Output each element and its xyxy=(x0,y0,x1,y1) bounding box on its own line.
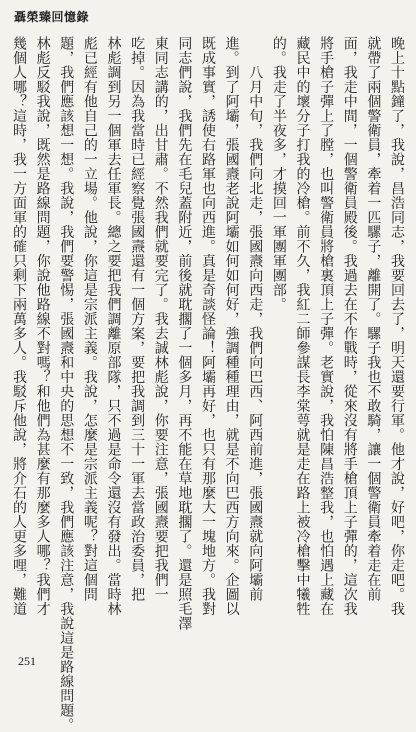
page-number: 251 xyxy=(18,654,36,668)
text-column: 同志們說，我們先在毛兒蓋附近，前後就耽擱了一個多月，再不能在草地耽擱了。還是照毛澤 xyxy=(176,36,193,631)
text-column: 面，我走中間，一個警衛員殿後。我過去在不作戰時，從來沒有將手槍頂上子彈的，這次我 xyxy=(341,36,358,616)
text-column: 藏民中的壞分子打我的冷槍。前不久，我紅二師參謀長李棠萼就是走在路上被冷槍擊中犧牲 xyxy=(294,36,311,616)
text-column: 幾個人哪？這時，我一方面軍的確只剩下兩萬多人。我駁斥他說，將介石的人更多哩，難道 xyxy=(11,36,27,616)
text-column: 東同志講的，出甘肅。不然我們就要完了。我去誠林彪說，你要注意，張國燾要把我們一 xyxy=(152,36,169,602)
text-column: 彪已經有他自己的一立場。他說，你這是宗派主義。我說，怎麼是宗派主義呢？對這個問 xyxy=(81,36,98,602)
text-column: 吃掉。因為我當時已經察覺張國燾還有一個方案，要把我調到三十一軍去當政治委員，把 xyxy=(129,36,146,602)
text-column: 晚上十點鐘了，我說，昌浩同志，我要回去了，明天還要行軍。他才說，好吧，你走吧。我 xyxy=(389,36,405,616)
text-column: 林彪反駁我說，既然是路線問題，你說他路線不對嗎？和他們為甚麼有那麼多人哪？我們才 xyxy=(34,36,51,616)
text-column: 就帶了兩個警衛員，牽着一匹騾子，離開了。騾子我也不敢騎，讓一個警衛員牽着走在前 xyxy=(365,36,382,602)
text-column: 既成事實，誘使右路軍也向西進。真是奇談怪論！阿壩再好，也只有那麼大一塊地方。我對 xyxy=(200,36,216,616)
text-column: 題，我們應該想一想。我說，我們要警惕，張國燾和中央的思想不一致，我們應該注意，我說這是路線問題。 xyxy=(58,36,75,732)
text-column: 將手槍子彈上了膛，也叫警衛員將槍裏頂上子彈。老實說，我怕陳昌浩整我，也怕遇上藏在 xyxy=(318,36,335,616)
text-column: 的。我走了半夜多，才摸回一軍團軍團部。 xyxy=(270,36,287,312)
text-column: 八月中旬，我們向北走，張國燾向西走，我們向巴西、阿西前進，張國燾就向阿壩前 xyxy=(247,36,264,602)
text-column: 進。到了阿壩，張國燾老說阿壩如何如何好，強調種種理由，就是不向巴西方向來。企圖以 xyxy=(223,36,240,616)
text-column: 林彪調到另一個軍去任軍長。總之要把我們調離原部隊，只不過是命令還沒有發出。當時林 xyxy=(105,36,122,616)
running-header: 聶榮臻回憶錄 xyxy=(14,10,90,24)
